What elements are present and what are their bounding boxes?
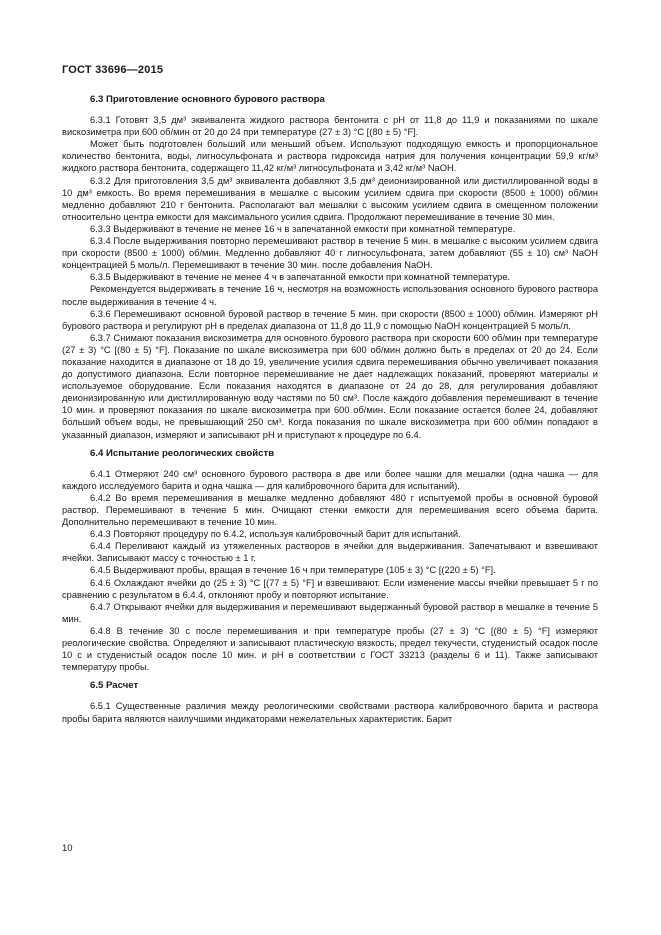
page-number: 10 [62, 843, 73, 854]
paragraph-6-3-4: 6.3.4 После выдерживания повторно перемешивают раствор в течение 5 мин. в мешалке с высоким усилием сдвига при скорости (8500 ± 1000) об/мин. Медленно добавляют 40 г лигносульфоната, затем добавляют (55 ± 10) см³ NaOH концентрацией 5 моль/л. Перемешивают в течение 30 мин. после добавления NaOH. [62, 236, 598, 271]
section-6-3-title: 6.3 Приготовление основного бурового раствора [90, 94, 325, 105]
document-body [62, 94, 598, 725]
paragraph-6-4-2: 6.4.2 Во время перемешивания в мешалке медленно добавляют 480 г испытуемой пробы в основной буровой раствор. Перемешивают в течение 5 мин. Очищают стенки емкости для перемешивания всего объема барита. Дополнительно перемешивают в течение 10 мин. [62, 492, 598, 528]
paragraph-6-4-8: 6.4.8 В течение 30 с после перемешивания и при температуре пробы (27 ± 3) °С [(80 ± 5) °F] измеряют реологические свойства. Определяют и записывают пластическую вязкость, предел текучести, студенистый осадок после 10 с и студенистый осадок после 10 мин. и pH в соответствии с ГОСТ 33213 (разделы 6 и 11). Также записывают температуру пробы. [62, 625, 598, 673]
paragraph-6-3-6: 6.3.6 Перемешивают основной буровой раствор в течение 5 мин. при скорости (8500 ± 1000) об/мин. Измеряют pH бурового раствора и регулируют pH в пределах диапазона от 11,8 до 11,9 с помощью NaOH концентрацией 5 моль/л. [62, 308, 598, 331]
paragraph-6-3-5-note: Рекомендуется выдерживать в течение 16 ч, несмотря на возможность использования основного бурового раствора после выдерживания в течение 4 ч. [62, 284, 598, 307]
paragraph-6-5-1: 6.5.1 Существенные различия между реологическими свойствами раствора калибровочного барита и раствора пробы барита являются наилучшими индикаторами нежелательных характеристик. Барит [62, 701, 598, 724]
paragraph-6-4-4: 6.4.4 Переливают каждый из утяжеленных растворов в ячейки для выдерживания. Запечатывают и взвешивают ячейки. Записывают массу с точностью ± 1 г. [62, 541, 598, 564]
paragraph-6-3-1-note: Может быть подготовлен больший или меньший объем. Используют подходящую емкость и пропорциональное количество бентонита, воды, лигносульфоната и раствора гидроксида натрия для получения концентрации 59,9 кг/м³ жидкого раствора бентонита, содержащего 11,42 кг/м³ лигносульфоната и 3,42 кг/м³ NaOH. [62, 139, 598, 174]
paragraph-6-4-5: 6.4.5 Выдерживают пробы, вращая в течение 16 ч при температуре (105 ± 3) °С [(220 ± 5) °F]. [90, 565, 496, 576]
paragraph-6-3-5: 6.3.5 Выдерживают в течение не менее 4 ч в запечатанной емкости при комнатной температуре. [90, 272, 511, 283]
paragraph-6-4-3: 6.4.3 Повторяют процедуру по 6.4.2, используя калибровочный барит для испытаний. [90, 529, 461, 540]
standard-code-header: ГОСТ 33696—2015 [62, 64, 164, 76]
paragraph-6-4-6: 6.4.6 Охлаждают ячейки до (25 ± 3) °С [(77 ± 5) °F] и взвешивают. Если изменение массы ячейки превышает 5 г по сравнению с результатом в 6.4.4, отклоняют пробу и повторяют испытание. [62, 577, 598, 600]
paragraph-6-3-2: 6.3.2 Для приготовления 3,5 дм³ эквивалента добавляют 3,5 дм³ деионизированной или дистиллированной воды в 10 дм³ емкость. Во время перемешивания в мешалке с высоким усилием сдвига при скорости (8500 ± 1000) об/мин медленно добавляют 210 г бентонита. Располагают вал мешалки с высоким усилием сдвига в смещенном положении относительно центра емкости для максимального усилия сдвига. Продолжают перемешивание в течение 30 мин. [62, 175, 598, 222]
paragraph-6-4-1: 6.4.1 Отмеряют 240 см³ основного бурового раствора в две или более чашки для мешалки (одна чашка — для каждого исследуемого барита и одна чашка — для калибровочного барита для испытаний). [62, 468, 598, 491]
paragraph-6-3-1: 6.3.1 Готовят 3,5 дм³ эквивалента жидкого раствора бентонита с pH от 11,8 до 11,9 и показаниями по шкале вискозиметра при 600 об/мин от 20 до 24 при температуре (27 ± 3) °С [(80 ± 5) °F]. [62, 115, 598, 138]
section-6-4-title: 6.4 Испытание реологических свойств [90, 447, 275, 459]
paragraph-6-3-3: 6.3.3 Выдерживают в течение не менее 16 ч в запечатанной емкости при комнатной температуре. [90, 223, 516, 234]
section-6-5-title: 6.5 Расчет [90, 680, 139, 692]
paragraph-6-3-7: 6.3.7 Снимают показания вискозиметра для основного бурового раствора при скорости 600 об/мин при температуре (27 ± 3) °С [(80 ± 5) °F]. Показание по шкале вискозиметра при 600 об/мин должно быть в пределах от 20 до 24. Если показание находится в диапазоне от 18 до 19, увеличение усилия сдвига перемешивания обычно увеличивает показания до допустимого диапазона. Если повторное перемешивание не дает надлежащих показаний, проверяют материалы и используемое оборудование. Если показания находятся в диапазоне от 24 до 28, для регулирования добавляют деионизированную или дистиллированную воду частями по 50 см³. После каждого добавления перемешивают в течение 10 мин. и проверяют показания по шкале вискозиметра при 600 об/мин. Если показание остается более 24, добавляют больший объем воды, не превышающий 250 см³. Когда показания по шкале вискозиметра при 600 об/мин попадают в указанный диапазон, измеряют и записывают pH и приступают к процедуре по 6.4. [62, 332, 598, 440]
paragraph-6-4-7: 6.4.7 Открывают ячейки для выдерживания и перемешивают выдержанный буровой раствор в мешалке в течение 5 мин. [62, 601, 598, 624]
